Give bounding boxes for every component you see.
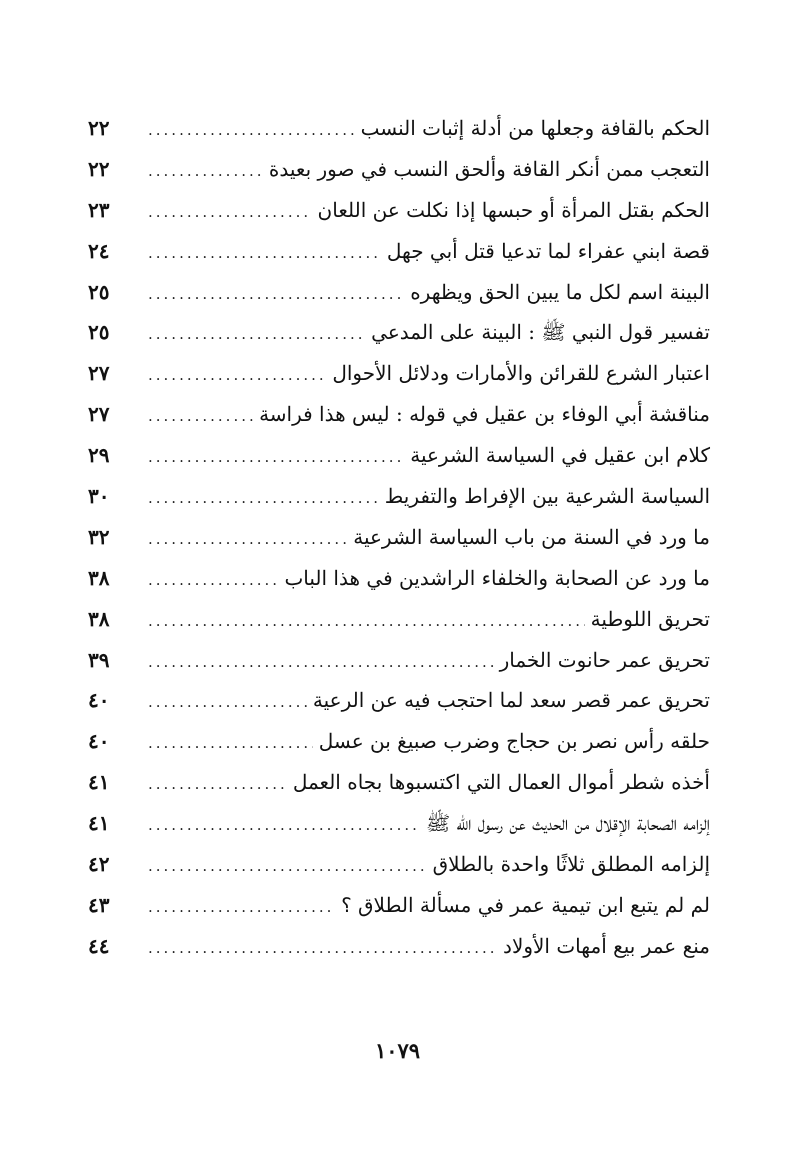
toc-leader-dots <box>148 928 497 969</box>
toc-entry-page: ٢٤ <box>88 238 110 263</box>
toc-leader-dots <box>148 151 263 192</box>
toc-entry-title: تحريق عمر حانوت الخمار <box>499 647 710 672</box>
toc-entry <box>88 599 710 640</box>
toc-entry-title: التعجب ممن أنكر القافة وألحق النسب في صور بعيدة <box>268 156 710 181</box>
toc-leader-dots <box>148 355 326 396</box>
toc-entry-title: تحريق اللوطية <box>590 606 710 631</box>
toc-entry <box>88 272 710 313</box>
toc-leader-dots <box>148 437 404 478</box>
toc-leader-dots <box>148 192 312 233</box>
toc-entry <box>88 844 710 885</box>
table-of-contents <box>88 108 710 967</box>
toc-entry <box>88 885 710 926</box>
toc-entry-page: ٤٠ <box>88 729 110 754</box>
toc-entry <box>88 435 710 476</box>
toc-entry-page: ٢٩ <box>88 443 110 468</box>
toc-entry-page: ٢٥ <box>88 320 110 345</box>
toc-entry <box>88 476 710 517</box>
toc-entry-title: اعتبار الشرع للقرائن والأمارات ودلائل الأحوال <box>332 361 710 386</box>
toc-entry-page: ٤١ <box>88 770 110 795</box>
toc-entry-title: البينة اسم لكل ما يبين الحق ويظهره <box>410 279 710 304</box>
toc-entry-page: ٢٢ <box>88 116 110 140</box>
toc-entry <box>88 108 710 149</box>
toc-leader-dots <box>148 601 585 642</box>
toc-entry-page: ٢٢ <box>88 156 110 181</box>
toc-entry-page: ٤١ <box>88 811 110 836</box>
toc-entry-title: ما ورد عن الصحابة والخلفاء الراشدين في هذا الباب <box>284 565 710 590</box>
toc-entry-title: حلقه رأس نصر بن حجاج وضرب صبيغ بن عسل <box>318 729 710 754</box>
toc-entry-page: ٤٢ <box>88 852 110 877</box>
toc-entry <box>88 517 710 558</box>
toc-entry-page: ٣٨ <box>88 606 110 631</box>
toc-entry-page: ٤٣ <box>88 892 110 917</box>
toc-entry-title: إلزامه المطلق ثلاثًا واحدة بالطلاق <box>432 852 710 877</box>
toc-entry-page: ٣٨ <box>88 565 110 590</box>
toc-entry <box>88 353 710 394</box>
toc-entry <box>88 312 710 353</box>
toc-leader-dots <box>148 805 420 846</box>
toc-entry <box>88 721 710 762</box>
toc-entry <box>88 803 710 844</box>
toc-entry-page: ٣٠ <box>88 484 110 509</box>
toc-entry-page: ٣٩ <box>88 647 110 672</box>
toc-entry <box>88 558 710 599</box>
toc-entry-page: ٤٠ <box>88 688 110 713</box>
toc-leader-dots <box>148 682 307 723</box>
toc-entry <box>88 640 710 681</box>
toc-entry-title: مناقشة أبي الوفاء بن عقيل في قوله : ليس هذا فراسة <box>259 402 710 427</box>
toc-leader-dots <box>148 478 379 519</box>
toc-entry-title: إلزامه الصحابة الإقلال من الحديث عن رسول الله ﷺ <box>425 811 710 836</box>
toc-leader-dots <box>148 560 278 601</box>
toc-entry <box>88 149 710 190</box>
toc-entry <box>88 190 710 231</box>
toc-entry-page: ٢٧ <box>88 361 110 386</box>
toc-leader-dots <box>148 723 313 764</box>
toc-entry-page: ٤٤ <box>88 933 110 958</box>
toc-leader-dots <box>148 314 365 355</box>
toc-leader-dots <box>148 233 381 274</box>
toc-entry-title: لم لم يتبع ابن تيمية عمر في مسألة الطلاق ؟ <box>341 892 710 917</box>
toc-entry-title: الحكم بالقافة وجعلها من أدلة إثبات النسب <box>360 116 710 140</box>
toc-entry-title: ما ورد في السنة من باب السياسة الشرعية <box>353 524 710 549</box>
toc-leader-dots <box>148 396 253 437</box>
toc-leader-dots <box>148 642 494 683</box>
toc-entry-page: ٣٢ <box>88 524 110 549</box>
toc-entry-page: ٢٣ <box>88 197 110 222</box>
toc-leader-dots <box>148 274 404 315</box>
toc-leader-dots <box>148 764 287 805</box>
toc-leader-dots <box>148 887 335 928</box>
toc-entry-page: ٢٥ <box>88 279 110 304</box>
toc-entry <box>88 926 710 967</box>
toc-entry <box>88 394 710 435</box>
toc-entry-title: تفسير قول النبي ﷺ : البينة على المدعي <box>371 320 710 345</box>
toc-entry <box>88 680 710 721</box>
toc-entry-title: تحريق عمر قصر سعد لما احتجب فيه عن الرعية <box>312 688 710 713</box>
toc-entry <box>88 231 710 272</box>
toc-entry-title: السياسة الشرعية بين الإفراط والتفريط <box>384 484 710 509</box>
toc-leader-dots <box>148 846 427 887</box>
toc-entry-page: ٢٧ <box>88 402 110 427</box>
toc-entry-title: كلام ابن عقيل في السياسة الشرعية <box>410 443 710 468</box>
toc-leader-dots <box>148 519 347 560</box>
toc-entry-title: قصة ابني عفراء لما تدعيا قتل أبي جهل <box>386 238 710 263</box>
toc-entry-title: الحكم بقتل المرأة أو حبسها إذا نكلت عن اللعان <box>317 197 710 222</box>
toc-entry-title: منع عمر بيع أمهات الأولاد <box>503 933 710 958</box>
toc-entry-title: أخذه شطر أموال العمال التي اكتسبوها بجاه العمل <box>292 770 710 795</box>
page-number: ١٠٧٩ <box>374 1038 421 1063</box>
toc-leader-dots <box>148 110 355 151</box>
toc-entry <box>88 762 710 803</box>
